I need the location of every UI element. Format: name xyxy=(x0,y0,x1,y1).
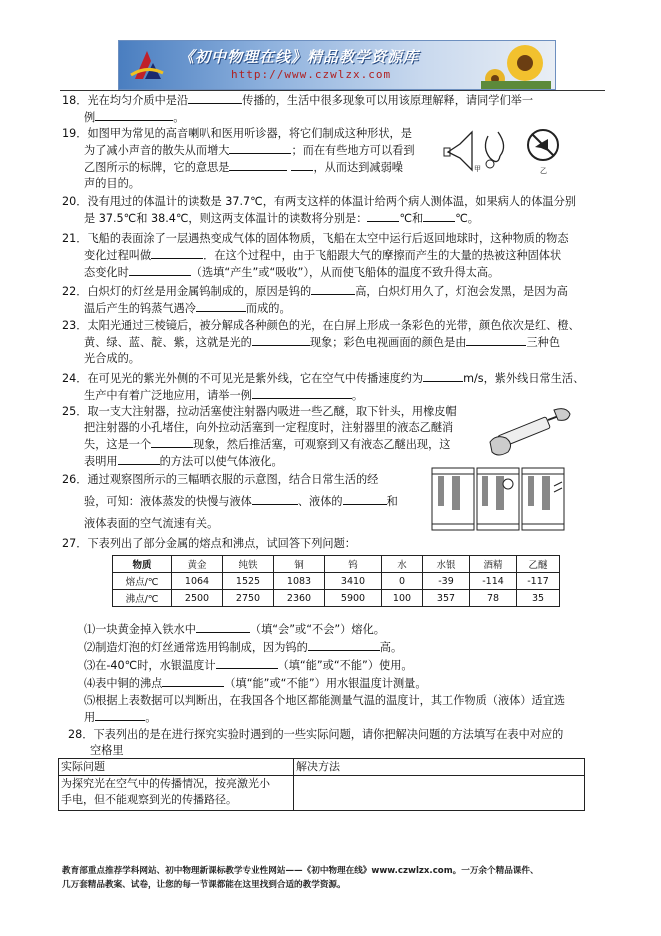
drying-clothes-illustration-icon xyxy=(430,466,566,532)
q27-sub-3 xyxy=(84,657,413,674)
question-text: 黄、绿、蓝、靛、紫，这就是光的 xyxy=(84,336,252,349)
question-text: 生产中有着广泛地应用，请举一例 xyxy=(84,389,252,402)
question-text: 的方法可以使气体液化。 xyxy=(159,455,283,468)
answer-blank[interactable] xyxy=(423,210,455,222)
table-row xyxy=(113,590,560,607)
question-text: ℃和 xyxy=(399,212,424,225)
question-text: 而成的。 xyxy=(245,302,291,315)
question-text: 态变化时 xyxy=(84,266,129,279)
question-text: ⑵制造灯泡的灯丝通常选用钨制成，因为钨的 xyxy=(84,641,308,654)
table-header-cell: 水 xyxy=(382,556,423,573)
figure-label-yi: 乙 xyxy=(540,167,547,175)
no-horn-sign-icon xyxy=(526,128,560,162)
question-text: ．在这个过程中，由于飞船跟大气的摩擦而产生的大量的热被这种固体状 xyxy=(203,249,562,262)
table-header-cell: 实际问题 xyxy=(59,759,294,776)
question-text: 三种色 xyxy=(526,336,561,349)
answer-blank[interactable] xyxy=(95,109,173,121)
question-number: 21． xyxy=(62,232,88,245)
table-cell: 沸点/℃ xyxy=(113,590,172,607)
question-text: 高，白炽灯用久了，灯泡会发黑，是因为高 xyxy=(355,285,568,298)
table-cell: 熔点/℃ xyxy=(113,573,172,590)
question-number: 25． xyxy=(62,405,88,418)
question-text: 飞船的表面涂了一层遇热变成气体的固体物质，飞船在太空中运行后返回地球时，这种物质的物态 xyxy=(87,232,569,245)
question-text: 用 xyxy=(84,711,96,724)
answer-blank[interactable] xyxy=(95,709,145,721)
answer-blank[interactable] xyxy=(129,264,191,276)
question-text: 传播的，生活中很多现象可以用该原理解释，请同学们举一 xyxy=(242,94,534,107)
answer-blank[interactable] xyxy=(343,493,387,505)
question-text: 白炽灯的灯丝是用金属钨制成的，原因是钨的 xyxy=(87,285,312,298)
question-text: 手电，但不能观察到光的传播路径。 xyxy=(61,793,237,806)
answer-blank[interactable] xyxy=(162,675,224,687)
question-text: ℃。 xyxy=(455,212,479,225)
answer-blank[interactable] xyxy=(252,334,310,346)
footer-text: 几万套精品教案、试卷，让您的每一节课都能在这里找到合适的教学资源。 xyxy=(62,880,346,890)
question-text: 温后产生的钨蒸气遇冷 xyxy=(84,302,196,315)
answer-blank[interactable] xyxy=(252,387,352,399)
question-text: 通过观察图所示的三幅晒衣服的示意图，结合日常生活的经 xyxy=(87,473,379,486)
banner-title: 《初中物理在线》精品教学资源库 xyxy=(179,48,420,66)
question-text: 把注射器的小孔堵住，向外拉动活塞到一定程度时，注射器里的液态乙醚消 xyxy=(84,421,454,434)
question-22 xyxy=(62,283,588,317)
page-footer xyxy=(62,864,602,892)
question-text: 如图甲为常见的高音喇叭和医用听诊器，将它们制成这种形状，是 xyxy=(87,127,412,140)
question-text: ；而在有些地方可以看到 xyxy=(291,144,415,157)
question-19 xyxy=(62,126,442,192)
question-text: 变化过程叫做 xyxy=(84,249,152,262)
question-text: （选填“产生”或“吸收”），从而使飞船体的温度不致升得太高。 xyxy=(190,266,500,279)
question-number: 19． xyxy=(62,127,88,140)
banner-url: http://www.czwlzx.com xyxy=(231,68,392,81)
table-header-cell: 钨 xyxy=(325,556,382,573)
table-header-cell: 物质 xyxy=(113,556,172,573)
q27-sub-5 xyxy=(84,693,594,726)
table-header-cell: 纯铁 xyxy=(223,556,274,573)
question-text: 失，这是一个 xyxy=(84,438,152,451)
site-logo-icon xyxy=(127,45,167,85)
question-number: 24． xyxy=(62,372,88,385)
question-text: ⑴一块黄金掉入铁水中 xyxy=(84,623,196,636)
table-header-cell: 水银 xyxy=(423,556,470,573)
q27-sub-4 xyxy=(84,675,427,692)
table-cell xyxy=(59,776,294,811)
table-row xyxy=(113,556,560,573)
table-cell: 1525 xyxy=(223,573,274,590)
question-text: 现象；彩色电视画面的颜色是由 xyxy=(309,336,467,349)
question-text: （填“能”或“不能”）用水银温度计测量。 xyxy=(224,677,427,690)
table-cell: -39 xyxy=(423,573,470,590)
answer-blank[interactable] xyxy=(196,621,250,633)
answer-blank[interactable] xyxy=(196,300,246,312)
table-cell: -114 xyxy=(470,573,517,590)
question-text: 和 xyxy=(386,495,398,508)
question-text: 现象，然后推活塞，可观察到又有液态乙醚出现，这 xyxy=(193,438,451,451)
q27-sub-2 xyxy=(84,639,402,656)
sunflower-icon xyxy=(481,41,551,89)
table-cell: 35 xyxy=(517,590,560,607)
question-21 xyxy=(62,231,588,281)
answer-blank[interactable] xyxy=(216,657,278,669)
question-text: 。 xyxy=(351,389,364,402)
answer-blank[interactable] xyxy=(423,370,463,382)
question-text: 。 xyxy=(173,111,185,124)
question-text: 没有甩过的体温计的读数是 37.7℃，有两支这样的体温计给两个病人测体温，如果病人的体温分别 xyxy=(87,195,576,208)
answer-blank[interactable] xyxy=(252,493,298,505)
table-row xyxy=(59,759,585,776)
q27-sub-1 xyxy=(84,621,385,638)
question-18 xyxy=(62,92,588,126)
answer-cell[interactable] xyxy=(294,776,585,811)
table-cell: 5900 xyxy=(325,590,382,607)
table-header-cell: 解决方法 xyxy=(294,759,585,776)
header-banner xyxy=(118,40,556,90)
question-26 xyxy=(62,469,442,535)
question-text: ⑷表中铜的沸点 xyxy=(84,677,163,690)
question-text: 是 37.5℃和 38.4℃，则这两支体温计的读数将分别是： xyxy=(84,212,368,225)
table-cell: 357 xyxy=(423,590,470,607)
question-text: 声的目的。 xyxy=(84,177,140,190)
answer-blank[interactable] xyxy=(308,639,380,651)
question-number: 22． xyxy=(62,285,88,298)
question-text: 空格里 xyxy=(90,744,124,757)
question-text: （填“能”或“不能”）使用。 xyxy=(277,659,413,672)
question-25 xyxy=(62,404,482,470)
question-text: m/s，紫外线日常生活、 xyxy=(463,372,585,385)
table-cell: 2750 xyxy=(223,590,274,607)
question-number: 23． xyxy=(62,319,88,332)
answer-blank[interactable] xyxy=(151,436,193,448)
table-row xyxy=(59,776,585,811)
question-number: 27． xyxy=(62,537,88,550)
question-text: 为探究光在空气中的传播情况，按亮激光小 xyxy=(61,777,270,790)
table-cell: 1064 xyxy=(172,573,223,590)
problems-table xyxy=(58,758,585,811)
table-header-cell: 酒精 xyxy=(470,556,517,573)
metals-table xyxy=(112,555,560,607)
table-row xyxy=(113,573,560,590)
question-text: 取一支大注射器，拉动活塞使注射器内吸进一些乙醚，取下针头，用橡皮帽 xyxy=(87,405,457,418)
footer-text: 教育部重点推荐学科网站、初中物理新课标教学专业性网站——《初中物理在线》www.czwlzx.com。一万余个精品课件、 xyxy=(62,866,539,876)
question-text: 在可见光的紫光外侧的不可见光是紫外线，它在空气中传播速度约为 xyxy=(87,372,424,385)
table-header-cell: 黄金 xyxy=(172,556,223,573)
question-23 xyxy=(62,318,588,367)
header-rule xyxy=(60,90,605,91)
question-text: 光在均匀介质中是沿 xyxy=(87,94,189,107)
answer-blank[interactable] xyxy=(466,334,526,346)
question-24 xyxy=(62,370,588,404)
question-28 xyxy=(68,727,588,759)
answer-blank[interactable] xyxy=(188,92,242,104)
question-text: 液体表面的空气流速有关。 xyxy=(84,517,219,530)
question-text: 下表列出了部分金属的熔点和沸点，试回答下列问题： xyxy=(87,537,356,550)
question-number: 18． xyxy=(62,94,88,107)
table-cell: -117 xyxy=(517,573,560,590)
question-27 xyxy=(62,536,588,552)
answer-blank[interactable] xyxy=(118,453,160,465)
table-cell: 2360 xyxy=(274,590,325,607)
table-cell: 78 xyxy=(470,590,517,607)
question-text: 为了减小声音的散失从而增大 xyxy=(84,144,230,157)
question-text: ⑶在-40℃时，水银温度计 xyxy=(84,659,216,672)
question-number: 20． xyxy=(62,195,88,208)
question-text: 例 xyxy=(84,111,96,124)
question-number: 26． xyxy=(62,473,88,486)
answer-blank[interactable] xyxy=(367,210,399,222)
question-text: ，从而达到减弱噪 xyxy=(313,161,403,174)
answer-blank[interactable] xyxy=(291,159,313,171)
syringe-hand-illustration-icon xyxy=(488,404,572,462)
question-text: 光合成的。 xyxy=(84,352,140,365)
figure-label-jia: 甲 xyxy=(474,165,481,173)
question-text: 太阳光通过三棱镜后，被分解成各种颜色的光，在白屏上形成一条彩色的光带，颜色依次是红、橙、 xyxy=(87,319,580,332)
question-text: 、液体的 xyxy=(297,495,343,508)
question-text: 验，可知：液体蒸发的快慢与液体 xyxy=(84,495,252,508)
question-text: 乙图所示的标牌，它的意思是 xyxy=(84,161,230,174)
question-number: 28． xyxy=(68,728,94,741)
question-text: 下表列出的是在进行探究实验时遇到的一些实际问题，请你把解决问题的方法填写在表中对应的 xyxy=(93,728,564,741)
answer-blank[interactable] xyxy=(311,283,355,295)
question-text: ⑸根据上表数据可以判断出，在我国各个地区都能测量气温的温度计，其工作物质（液体）适宜选 xyxy=(84,694,566,707)
question-20 xyxy=(62,194,588,227)
answer-blank[interactable] xyxy=(151,247,203,259)
table-cell: 0 xyxy=(382,573,423,590)
question-text: 表明用 xyxy=(84,455,118,468)
table-header-cell: 乙醚 xyxy=(517,556,560,573)
answer-blank[interactable] xyxy=(229,142,291,154)
question-text: 。 xyxy=(145,711,157,724)
answer-blank[interactable] xyxy=(229,159,287,171)
table-cell: 1083 xyxy=(274,573,325,590)
table-cell: 2500 xyxy=(172,590,223,607)
table-cell: 3410 xyxy=(325,573,382,590)
table-cell: 100 xyxy=(382,590,423,607)
question-text: （填“会”或“不会”）熔化。 xyxy=(249,623,385,636)
question-text: 高。 xyxy=(379,641,403,654)
table-header-cell: 铜 xyxy=(274,556,325,573)
